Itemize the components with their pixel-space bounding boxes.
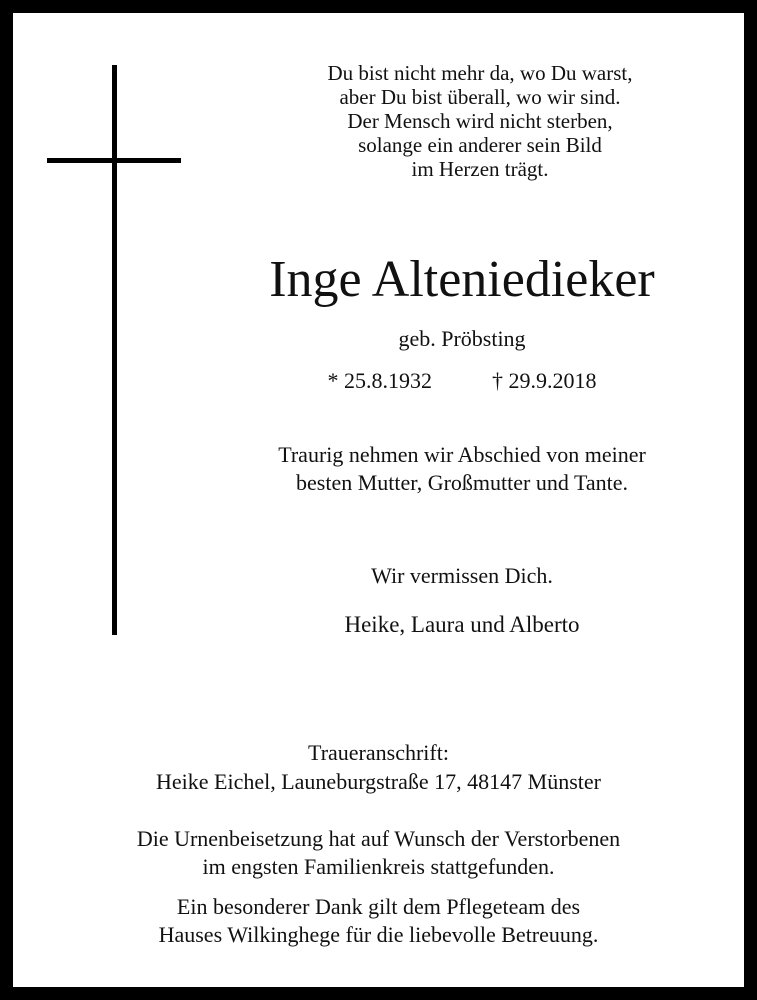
urn-line: Die Urnenbeisetzung hat auf Wunsch der Verstorbenen bbox=[136, 826, 621, 851]
cross-icon-horizontal bbox=[47, 158, 181, 163]
life-dates bbox=[212, 368, 712, 394]
signatures: Heike, Laura und Alberto bbox=[344, 612, 580, 637]
thanks-text bbox=[13, 893, 744, 949]
born-name: geb. Pröbsting bbox=[398, 326, 526, 351]
poem-line: aber Du bist überall, wo wir sind. bbox=[339, 85, 621, 109]
urn-line: im engsten Familienkreis stattgefunden. bbox=[202, 854, 555, 879]
poem-line: Der Mensch wird nicht sterben, bbox=[347, 109, 613, 133]
mourning-address bbox=[13, 738, 744, 796]
deceased-name: Inge Alteniedieker bbox=[269, 251, 655, 308]
cross-icon-vertical bbox=[112, 65, 117, 635]
poem-line: im Herzen trägt. bbox=[411, 157, 549, 181]
thanks-line: Ein besonderer Dank gilt dem Pflegeteam des bbox=[176, 894, 581, 919]
grief-line: Traurig nehmen wir Abschied von meiner bbox=[278, 442, 646, 467]
urn-text bbox=[13, 825, 744, 881]
death-date: † 29.9.2018 bbox=[492, 368, 597, 393]
birth-date: * 25.8.1932 bbox=[327, 368, 432, 393]
poem-line: Du bist nicht mehr da, wo Du warst, bbox=[327, 61, 633, 85]
address-value: Heike Eichel, Launeburgstraße 17, 48147 Münster bbox=[156, 769, 601, 794]
obituary-card bbox=[13, 13, 744, 987]
poem-line: solange ein anderer sein Bild bbox=[358, 133, 602, 157]
miss-text: Wir vermissen Dich. bbox=[371, 563, 553, 588]
grief-text bbox=[212, 441, 712, 497]
grief-line: besten Mutter, Großmutter und Tante. bbox=[296, 470, 628, 495]
poem bbox=[230, 61, 730, 181]
address-label: Traueranschrift: bbox=[308, 740, 449, 765]
thanks-line: Hauses Wilkinghege für die liebevolle Betreuung. bbox=[158, 922, 599, 947]
